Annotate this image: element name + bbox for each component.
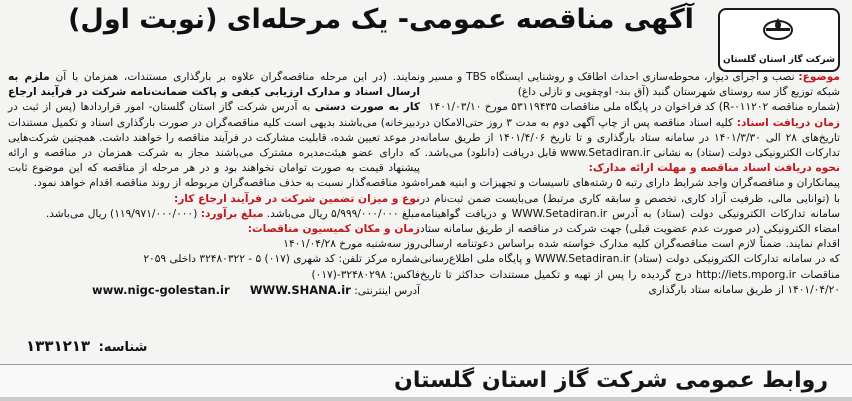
footer-divider: [0, 397, 852, 401]
website-label: آدرس اینترنتی:: [354, 284, 420, 297]
commission-text: روز سه‌شنبه مورخ ۱۴۰۱/۰۴/۲۸: [283, 238, 420, 251]
body-columns: [8, 70, 844, 360]
receive-time-label: زمان دریافت اسناد:: [736, 116, 840, 129]
receive-method-label: نحوه دریافت اسناد مناقصه و مهلت ارائه مدارک:: [588, 162, 840, 175]
estimate-text: (۱۱۹/۹۷۱/۰۰۰/۰۰۰) ریال می‌باشد.: [45, 207, 198, 220]
subject-text: نصب و اجرای دیوار، محوطه‌سازی احداث اطاقک و روشنایی ایستگاه TBS و مسیر و شبکه توزیع گاز سه روستای شهرستان گنبد (آق بند- اوچقویی و تازلی داغ): [420, 71, 840, 99]
company-website-link[interactable]: www.nigc-golestan.ir: [92, 282, 230, 297]
ad-id-label: شناسه:: [98, 340, 148, 355]
ad-id: [26, 337, 147, 355]
header: [0, 0, 852, 72]
tender-code: (شماره مناقصه ۰۱۱۲۰۲-R) کد فراخوان در پایگاه ملی مناقصات ۵۳۱۱۹۴۳۵ مورخ ۱۴۰۱/۰۳/۱۰: [428, 101, 840, 114]
commission-label: زمان و مکان کمیسیون مناقصات:: [247, 223, 420, 236]
subject-label: موضوع:: [798, 71, 840, 83]
footer-title: روابط عمومی شرکت گاز استان گلستان: [394, 368, 828, 393]
logo-caption: شرکت گاز استان گلستان: [723, 55, 835, 65]
website-row: [8, 283, 420, 299]
shana-website-link[interactable]: WWW.SHANA.ir: [249, 282, 351, 297]
guarantee-label: نوع و میزان تضمین شرکت در فرآیند ارجاع کار:: [173, 192, 420, 205]
left-column: [8, 70, 420, 299]
guarantee-text: مبلغ ۵/۹۹۹/۰۰۰/۰۰۰ ریال می‌باشد.: [266, 207, 420, 220]
phone-text: شماره مرکز تلفن: کد شهری (۰۱۷) ۵ - ۳۲۴۸۰۳۲۲ داخلی ۲۰۵۹: [143, 253, 420, 266]
company-logo: [718, 8, 840, 72]
receive-time-text: کلیه اسناد مناقصه پس از چاپ آگهی دوم به مدت ۳ روز حتی‌الامکان در تاریخ‌های ۲۸ الی ۱۴۰۱/۳/۳۰ در سامانه ستاد بارگذاری و تا تاریخ ۱۴۰۱/۴/۰۶ از طریق سامانه تدارکات الکترونیکی دولت (ستاد) به نشانی www.Setadiran.ir قابل دریافت (دانلود) می‌باشد.: [420, 116, 840, 160]
footer: [0, 364, 852, 401]
estimate-label: مبلغ برآورد:: [200, 207, 264, 220]
ad-id-number: ۱۳۳۱۲۱۳: [26, 337, 91, 355]
gas-company-logo-icon: [760, 14, 796, 42]
receive-method-text: پیمانکاران و مناقصه‌گران واجد شرایط دارای رتبه ۵ رشته‌های تاسیسات و تجهیزات و ابنیه همراه با (توانایی مالی، ظرفیت آزاد کاری، تخصص و سابقه کاری مرتبط) می‌بایست ضمن ثبت‌نام در سامانه تدارکات الکترونیکی دولت (ستاد) به آدرس WWW.Setadiran.ir و دریافت گواهینامه امضاء الکترونیکی (در صورت عدم عضویت قبلی) جهت شرکت در مناقصه از طریق سامانه ستاد اقدام نمایند. ضمناً لازم است مناقصه‌گران کلیه مدارک خواسته شده براساس دعوتنامه ارسالی که در سامانه تدارکات الکترونیکی دولت (ستاد) WWW.Setadiran.ir و پایگاه ملی اطلاع‌رسانی مناقصات http://iets.mporg.ir درج گردیده را پس از تهیه و تکمیل مستندات حداکثر تا تاریخ ۱۴۰۱/۰۴/۲۰ از طریق سامانه ستاد بارگذاری: [420, 177, 841, 296]
right-column: [420, 70, 840, 298]
manual-delivery-text: ملزم به ارسال اسناد و مدارک ارزیابی کیفی و پاکت ضمانت‌نامه شرکت در فرآیند ارجاع کار به صورت دستی: [8, 71, 420, 114]
fax-text: فاکس: ۳۲۴۸۰۲۹۸-(۰۱۷): [311, 268, 420, 281]
conditions-text: به آدرس شرکت گاز استان گلستان- امور قراردادها (پس از ثبت در دبیرخانه) می‌باشند بدیهی است کلیه مناقصه‌گران در صورت بارگذاری اسناد و تکمیل مستندات در موعد تعیین شده، قابلیت مشارکت در فرآیند مناقصه را خواهند داشت. همچنین شرکت‌هایی که دارای عضو هیئت‌مدیره مشترک می‌باشند مجاز به شرکت همزمان در مناقصه و ارائه پیشنهاد قیمت به صورت توامان نخواهند بود و در هر مرحله از مناقصه که این موضوع ثابت شود مناقصه‌گذار نسبت به حذف مناقصه‌گران مربوطه از روند مناقصه اقدام خواهد نمود.: [8, 101, 420, 190]
upload-text: نمایند. (در این مرحله مناقصه‌گران علاوه بر بارگذاری مستندات، همزمان با آن: [55, 71, 420, 83]
page-title: آگهی مناقصه عمومی- یک مرحله‌ای (نوبت اول): [68, 4, 694, 35]
